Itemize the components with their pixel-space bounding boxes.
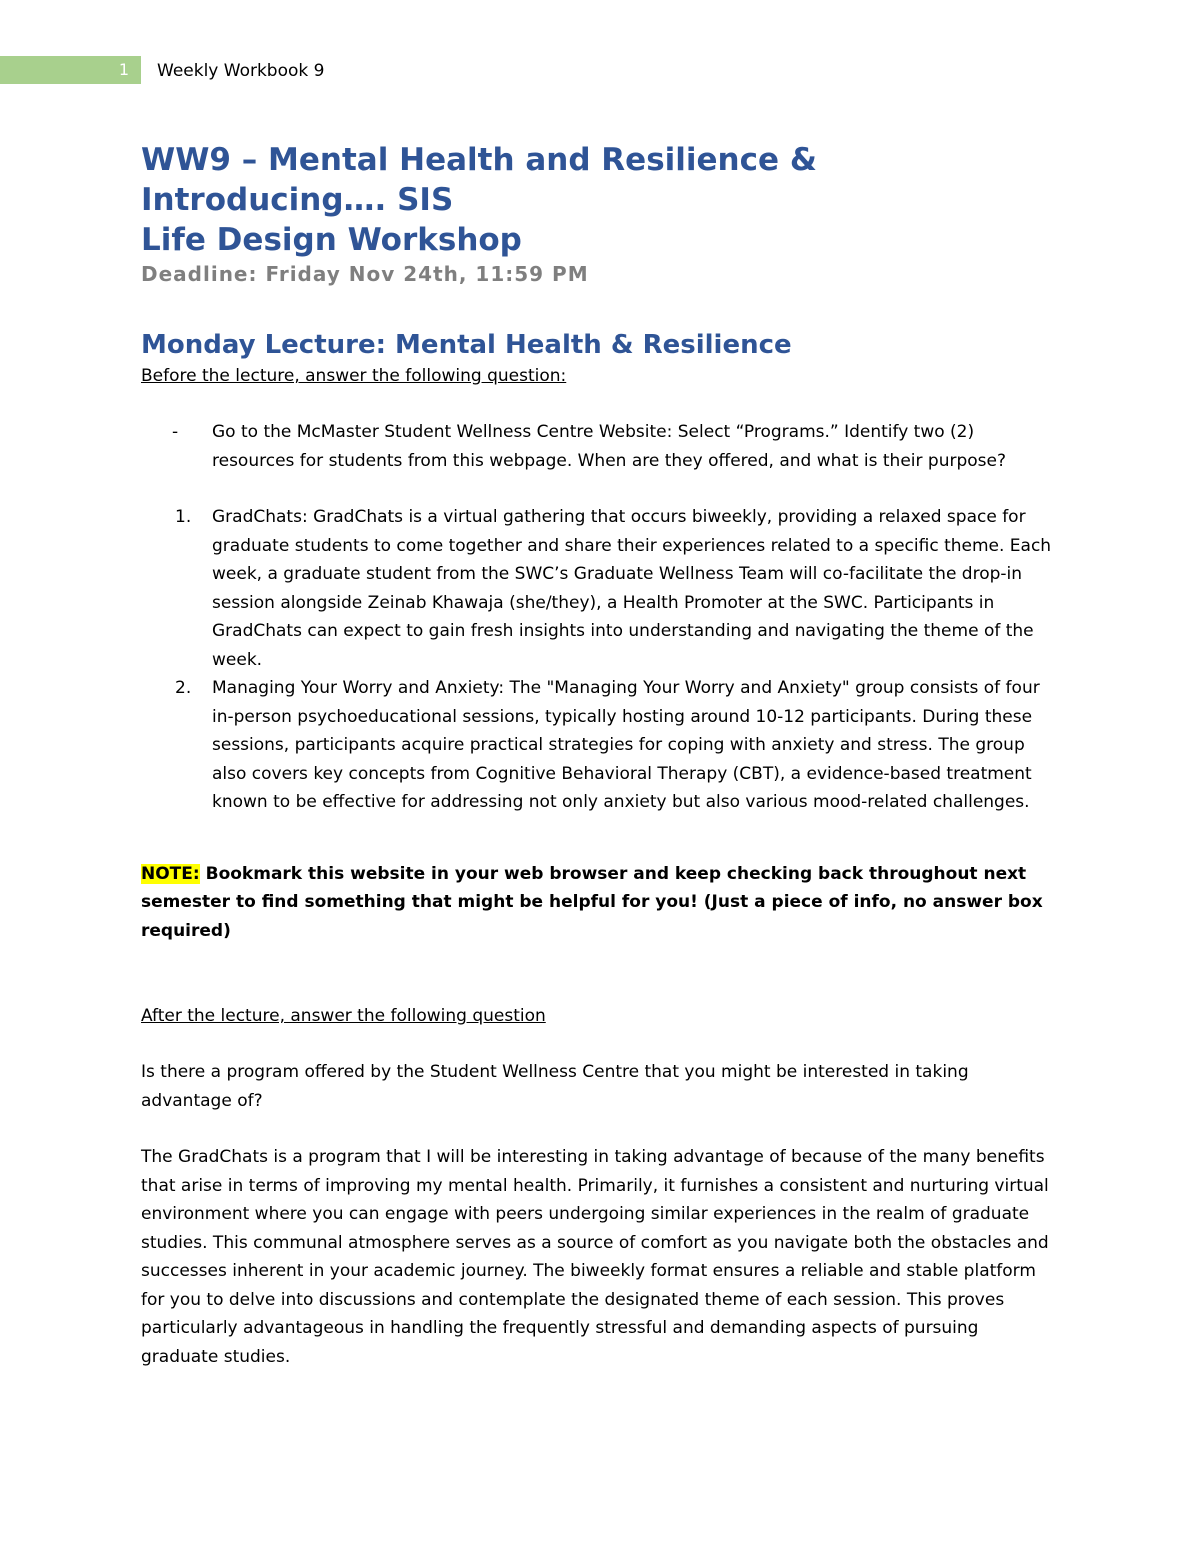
deadline: Deadline: Friday Nov 24th, 11:59 PM [141,262,589,286]
after-question: Is there a program offered by the Student Wellness Centre that you might be interested in taking advantage of? [141,1062,969,1111]
list-item [141,503,1061,674]
answer-list [141,503,1061,817]
question-list [141,418,1061,475]
section-heading: Monday Lecture: Mental Health & Resilience [141,330,792,360]
page-number: 1 [0,56,141,84]
title-line: Introducing…. SIS [141,182,454,218]
question-text: Go to the McMaster Student Wellness Centre Website: Select “Programs.” Identify two (2) resources for students from this webpage. When are they offered, and what is their purpose? [212,422,1006,471]
document-body [141,140,1061,1371]
after-answer: The GradChats is a program that I will be interesting in taking advantage of because of the many benefits that arise in terms of improving my mental health. Primarily, it furnishes a consistent and nurturing virtual environment where you can engage with peers undergoing similar experiences in the realm of graduate studies. This communal atmosphere serves as a source of comfort as you navigate both the obstacles and successes inherent in your academic journey. The biweekly format ensures a reliable and stable platform for you to delve into discussions and contemplate the designated theme of each session. This proves particularly advantageous in handling the frequently stressful and demanding aspects of pursuing graduate studies. [141,1147,1049,1367]
note [141,860,1061,946]
list-marker: 1. [175,507,192,527]
answer-text: GradChats: GradChats is a virtual gathering that occurs biweekly, providing a relaxed space for graduate students to come together and share their experiences related to a specific theme. Each week, a graduate student from the SWC’s Graduate Wellness Team will co-facilitate the drop-in session alongside Zeinab Khawaja (she/they), a Health Promoter at the SWC. Participants in GradChats can expect to gain fresh insights into understanding and navigating the theme of the week. [212,507,1052,670]
note-text: Bookmark this website in your web browser and keep checking back throughout next semester to find something that might be helpful for you! (Just a piece of info, no answer box required) [141,863,1043,941]
list-item [141,674,1061,817]
title-line: Life Design Workshop [141,222,522,258]
after-lecture-prompt: After the lecture, answer the following question [141,1006,546,1026]
list-marker: - [172,422,179,442]
note-label: NOTE: [141,863,200,884]
answer-text: Managing Your Worry and Anxiety: The "Managing Your Worry and Anxiety" group consists of four in-person psychoeducational sessions, typically hosting around 10-12 participants. During these sessions, participants acquire practical strategies for coping with anxiety and stress. The group also covers key concepts from Cognitive Behavioral Therapy (CBT), a evidence-based treatment known to be effective for addressing not only anxiety but also various mood-related challenges. [212,678,1040,812]
title-line: WW9 – Mental Health and Resilience & [141,142,817,178]
page-header [0,56,1200,86]
list-marker: 2. [175,678,192,698]
document-title [141,140,1061,260]
header-title: Weekly Workbook 9 [157,61,325,81]
before-lecture-prompt: Before the lecture, answer the following question: [141,366,567,386]
list-item [141,418,1061,475]
